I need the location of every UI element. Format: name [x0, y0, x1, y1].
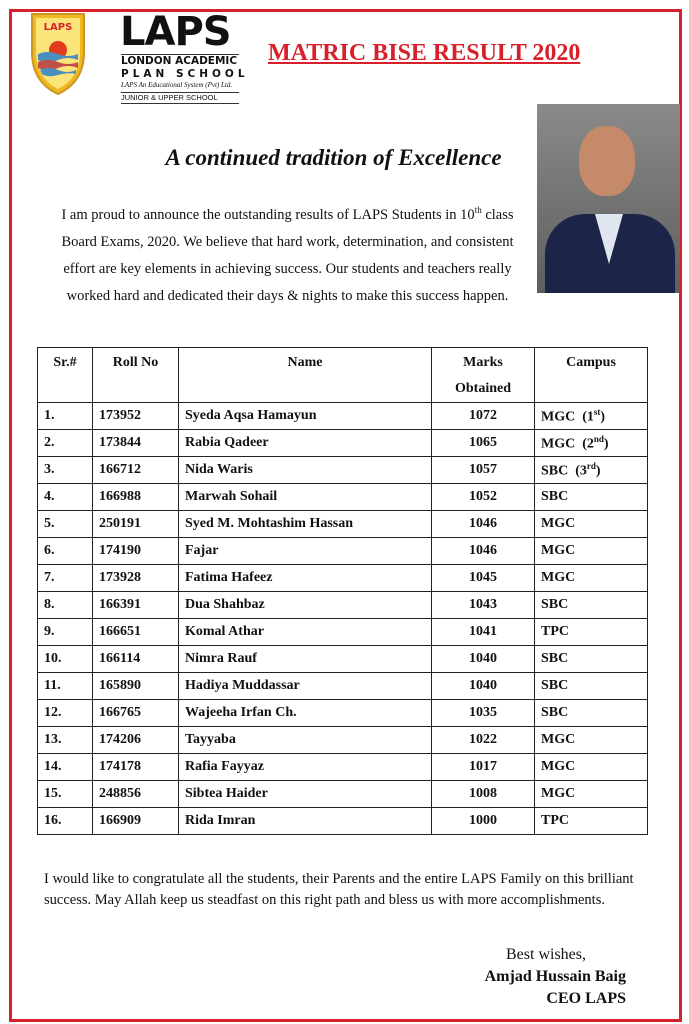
tagline: A continued tradition of Excellence	[165, 145, 502, 170]
cell-campus: SBC	[535, 484, 648, 511]
col-name: Name	[179, 348, 432, 403]
laps-logo	[28, 9, 249, 104]
logo-wordmark: LAPS	[120, 9, 231, 55]
table-row	[38, 511, 648, 538]
table-row	[38, 646, 648, 673]
cell-roll: 173952	[93, 403, 179, 430]
cell-marks: 1046	[432, 511, 535, 538]
cell-sr: 14.	[38, 754, 93, 781]
cell-name: Fajar	[179, 538, 432, 565]
cell-roll: 173844	[93, 430, 179, 457]
cell-roll: 166114	[93, 646, 179, 673]
col-roll: Roll No	[93, 348, 179, 403]
results-table	[37, 347, 648, 835]
cell-marks: 1057	[432, 457, 535, 484]
cell-name: Fatima Hafeez	[179, 565, 432, 592]
cell-campus: TPC	[535, 808, 648, 835]
table-row	[38, 565, 648, 592]
cell-name: Sibtea Haider	[179, 781, 432, 808]
signer-role: CEO LAPS	[546, 990, 626, 1007]
cell-roll: 166909	[93, 808, 179, 835]
cell-campus: TPC	[535, 619, 648, 646]
table-row	[38, 673, 648, 700]
cell-campus: MGC	[535, 727, 648, 754]
cell-roll: 250191	[93, 511, 179, 538]
cell-sr: 9.	[38, 619, 93, 646]
signer-name: Amjad Hussain Baig	[484, 968, 626, 985]
cell-name: Wajeeha Irfan Ch.	[179, 700, 432, 727]
logo-line: PLAN SCHOOL	[121, 68, 249, 80]
svg-text:LAPS: LAPS	[43, 22, 73, 33]
table-row	[38, 430, 648, 457]
ceo-photo	[537, 104, 680, 293]
table-row	[38, 592, 648, 619]
table-row	[38, 538, 648, 565]
cell-marks: 1043	[432, 592, 535, 619]
cell-marks: 1046	[432, 538, 535, 565]
logo-line: JUNIOR & UPPER SCHOOL	[121, 92, 239, 104]
cell-marks: 1000	[432, 808, 535, 835]
cell-campus: SBC	[535, 592, 648, 619]
cell-sr: 4.	[38, 484, 93, 511]
cell-roll: 166765	[93, 700, 179, 727]
cell-marks: 1045	[432, 565, 535, 592]
cell-marks: 1040	[432, 673, 535, 700]
cell-name: Dua Shahbaz	[179, 592, 432, 619]
cell-roll: 166712	[93, 457, 179, 484]
cell-roll: 166651	[93, 619, 179, 646]
cell-roll: 174206	[93, 727, 179, 754]
table-row	[38, 457, 648, 484]
cell-roll: 165890	[93, 673, 179, 700]
cell-sr: 15.	[38, 781, 93, 808]
cell-campus: SBC	[535, 646, 648, 673]
cell-marks: 1017	[432, 754, 535, 781]
cell-marks: 1065	[432, 430, 535, 457]
table-header	[38, 348, 648, 403]
table-row	[38, 781, 648, 808]
cell-name: Syed M. Mohtashim Hassan	[179, 511, 432, 538]
cell-name: Nimra Rauf	[179, 646, 432, 673]
table-row	[38, 808, 648, 835]
cell-campus: MGC	[535, 565, 648, 592]
cell-sr: 8.	[38, 592, 93, 619]
cell-roll: 174190	[93, 538, 179, 565]
cell-name: Rida Imran	[179, 808, 432, 835]
cell-sr: 1.	[38, 403, 93, 430]
shield-logo-icon	[30, 12, 86, 96]
cell-sr: 5.	[38, 511, 93, 538]
cell-marks: 1022	[432, 727, 535, 754]
best-wishes: Best wishes,	[506, 946, 586, 963]
cell-marks: 1041	[432, 619, 535, 646]
cell-marks: 1052	[432, 484, 535, 511]
table-row	[38, 484, 648, 511]
cell-name: Syeda Aqsa Hamayun	[179, 403, 432, 430]
cell-sr: 11.	[38, 673, 93, 700]
logo-line: LONDON ACADEMIC	[121, 55, 238, 67]
cell-sr: 2.	[38, 430, 93, 457]
cell-marks: 1040	[432, 646, 535, 673]
cell-name: Rafia Fayyaz	[179, 754, 432, 781]
cell-roll: 166391	[93, 592, 179, 619]
cell-name: Komal Athar	[179, 619, 432, 646]
cell-sr: 13.	[38, 727, 93, 754]
table-row	[38, 727, 648, 754]
cell-campus: MGC (1st)	[535, 403, 648, 430]
cell-sr: 10.	[38, 646, 93, 673]
col-marks: Marks Obtained	[432, 348, 535, 403]
table-row	[38, 700, 648, 727]
cell-name: Tayyaba	[179, 727, 432, 754]
table-row	[38, 619, 648, 646]
cell-sr: 12.	[38, 700, 93, 727]
cell-marks: 1008	[432, 781, 535, 808]
page-title: MATRIC BISE RESULT 2020	[268, 40, 581, 66]
intro-paragraph: I am proud to announce the outstanding results of LAPS Students in 10th class Board Exams, 2020. We believe that hard work, determination, and consistent effort are key elements in achieving success. Our students and teachers really worked hard and dedicated their days & nights to make this success happen.	[61, 205, 514, 304]
cell-marks: 1072	[432, 403, 535, 430]
cell-sr: 6.	[38, 538, 93, 565]
cell-sr: 16.	[38, 808, 93, 835]
cell-campus: MGC (2nd)	[535, 430, 648, 457]
cell-roll: 174178	[93, 754, 179, 781]
cell-roll: 166988	[93, 484, 179, 511]
cell-campus: MGC	[535, 754, 648, 781]
cell-campus: SBC	[535, 673, 648, 700]
table-row	[38, 403, 648, 430]
cell-roll: 248856	[93, 781, 179, 808]
cell-marks: 1035	[432, 700, 535, 727]
cell-campus: MGC	[535, 538, 648, 565]
cell-campus: SBC (3rd)	[535, 457, 648, 484]
cell-campus: MGC	[535, 511, 648, 538]
cell-campus: SBC	[535, 700, 648, 727]
cell-sr: 3.	[38, 457, 93, 484]
logo-line: LAPS An Educational System (Pvt) Ltd.	[121, 81, 233, 89]
cell-name: Nida Waris	[179, 457, 432, 484]
cell-name: Hadiya Muddassar	[179, 673, 432, 700]
cell-name: Rabia Qadeer	[179, 430, 432, 457]
cell-roll: 173928	[93, 565, 179, 592]
col-campus: Campus	[535, 348, 648, 403]
cell-name: Marwah Sohail	[179, 484, 432, 511]
cell-campus: MGC	[535, 781, 648, 808]
closing-paragraph: I would like to congratulate all the students, their Parents and the entire LAPS Family on this brilliant success. May Allah keep us steadfast on this right path and bless us with more accomplishments.	[44, 871, 634, 908]
signature-block	[485, 944, 626, 1010]
col-sr: Sr.#	[38, 348, 93, 403]
cell-sr: 7.	[38, 565, 93, 592]
table-row	[38, 754, 648, 781]
